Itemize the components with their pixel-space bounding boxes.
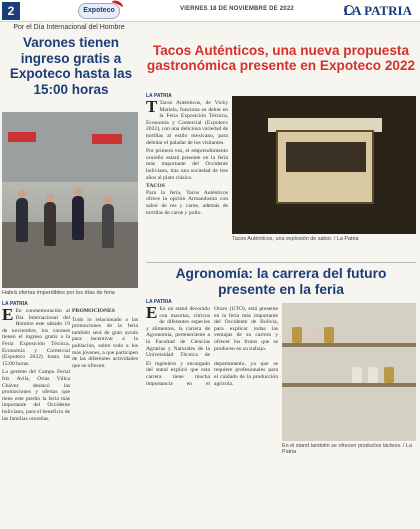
tacos-headline: Tacos Auténticos, una nueva propuesta gastronómica presente en Expoteco 2022: [146, 43, 416, 73]
left-photo: [2, 112, 138, 288]
left-byline: LA PATRIA: [2, 301, 28, 307]
agronomia-body: [146, 306, 278, 526]
photo-jar: [308, 327, 318, 343]
photo-person: [72, 196, 84, 240]
left-paragraph: La gerente del Campo Ferial Iris Avila, Orias Villca Chávez destacó las promociones y ofertas que tiene este predio la feria más importante del Occidente boliviano, para el beneficio de las familias orureñas.: [2, 369, 70, 422]
page-number: 2: [2, 2, 20, 20]
tacos-photo-caption: Tacos Auténticos, una explosión de sabor. / La Patria: [232, 236, 359, 242]
agronomia-headline: Agronomía: la carrera del futuro presente en la feria: [175, 266, 387, 297]
photo-food-cart: [276, 130, 374, 204]
tacos-photo: [232, 96, 416, 234]
photo-person-head: [46, 194, 54, 202]
agronomia-photo-caption: En el stand también se ofrecen productos lácteos. / La Patria: [282, 443, 413, 455]
photo-cart-window: [286, 142, 366, 172]
left-paragraph: Todo lo relacionado a las promociones de la feria también será de gran ayuda para incentivar a la población, sobre todo a los más jóvenes, a que participen de las diferentes actividades que se ofrecen.: [72, 316, 138, 369]
photo-building: [2, 112, 138, 182]
agronomia-paragraph: El ingeniero y encargado del stand explicó que esta carrera tiene mucha importancia en el departamento, ya que se requiere profesionales para el cuidado de la producción agrícola.: [146, 360, 278, 387]
photo-person: [16, 198, 28, 242]
section-divider: [146, 262, 416, 263]
left-kicker: Por el Día Internacional del Hombre: [13, 24, 125, 31]
dropcap: T: [146, 100, 158, 116]
photo-jar: [352, 367, 362, 383]
left-subhead: PROMOCIONES: [72, 308, 115, 314]
left-paragraph: [2, 308, 70, 367]
tacos-byline: LA PATRIA: [146, 93, 172, 99]
photo-person-head: [104, 196, 112, 204]
agronomia-photo: [282, 303, 416, 441]
photo-shelf: [282, 343, 416, 347]
left-body: [2, 308, 70, 526]
agronomia-paragraph-text: En un stand decorado con macetas, cítricos de diferentes especies y alimentos, la carrera de Agronomía, perteneciente a la Facultad de Ciencias Agrarias y Naturales de la Universidad Técnica de Oruro (UTO), está presente en la feria más importante del Occidente de Bolivia, para explicar todas las ventajas de su carrera y ofrecer los frutos que se producen en su trabajo.: [146, 306, 278, 359]
photo-person-head: [18, 190, 26, 198]
agronomia-paragraph: [146, 306, 278, 359]
tacos-subhead: TACOS: [146, 183, 165, 190]
left-headline: Varones tienen ingreso gratis a Expoteco hasta las 15:00 horas: [9, 35, 133, 97]
photo-sign: [92, 134, 122, 144]
dropcap: E: [2, 308, 14, 324]
tacos-paragraph: [146, 100, 228, 146]
left-paragraph-text: En conmemoración al Día Internacional del Hombre este sábado 19 de noviembre, los varones tienen el ingreso gratis a la Feria Exposición Técnica, Economía y Comercial (Expoteco 2022) hasta las 15:00 horas.: [2, 308, 70, 367]
agronomia-byline: LA PATRIA: [146, 299, 172, 305]
issue-date: VIERNES 18 DE NOVIEMBRE DE 2022: [180, 6, 294, 12]
expoteco-logo-text: Expoteco: [83, 7, 115, 14]
photo-person: [102, 204, 114, 248]
left-photo-caption: Habrá ofertas imperdibles por los días de feria: [2, 290, 115, 296]
photo-person: [44, 202, 56, 246]
left-body-col2: [72, 308, 138, 526]
photo-shelf: [282, 383, 416, 387]
newspaper-brand: LA PATRIA: [343, 3, 412, 18]
page-header: [0, 0, 420, 22]
photo-jar: [384, 367, 394, 383]
tacos-body: [146, 100, 228, 258]
photo-jar: [324, 327, 334, 343]
photo-jar: [292, 327, 302, 343]
dropcap: E: [146, 306, 158, 322]
photo-jar: [368, 367, 378, 383]
tacos-paragraph: Por primera vez, el emprendimiento orureño estará presente en la feria más importante del Occidente boliviano, tras una sociedad de tres años al plato clásico.: [146, 148, 228, 181]
expoteco-logo: [78, 3, 120, 19]
photo-person-head: [74, 188, 82, 196]
photo-sign: [8, 132, 36, 142]
tacos-paragraph: Para la feria, Tacos Auténticos ofrece la opción Armandosita con sabor de res y carne, además de tortillas de carne y pollo.: [146, 189, 228, 216]
tacos-paragraph-text: Tacos Auténticos, de Vicky Mariela, funciona su debut en la Feria Exposición Técnica, Economía y Comercial (Expoteco 2022), con una deliciosa variedad de tortillas al estilo mexicano, para deleitar el paladar de los visitantes.: [146, 100, 228, 146]
